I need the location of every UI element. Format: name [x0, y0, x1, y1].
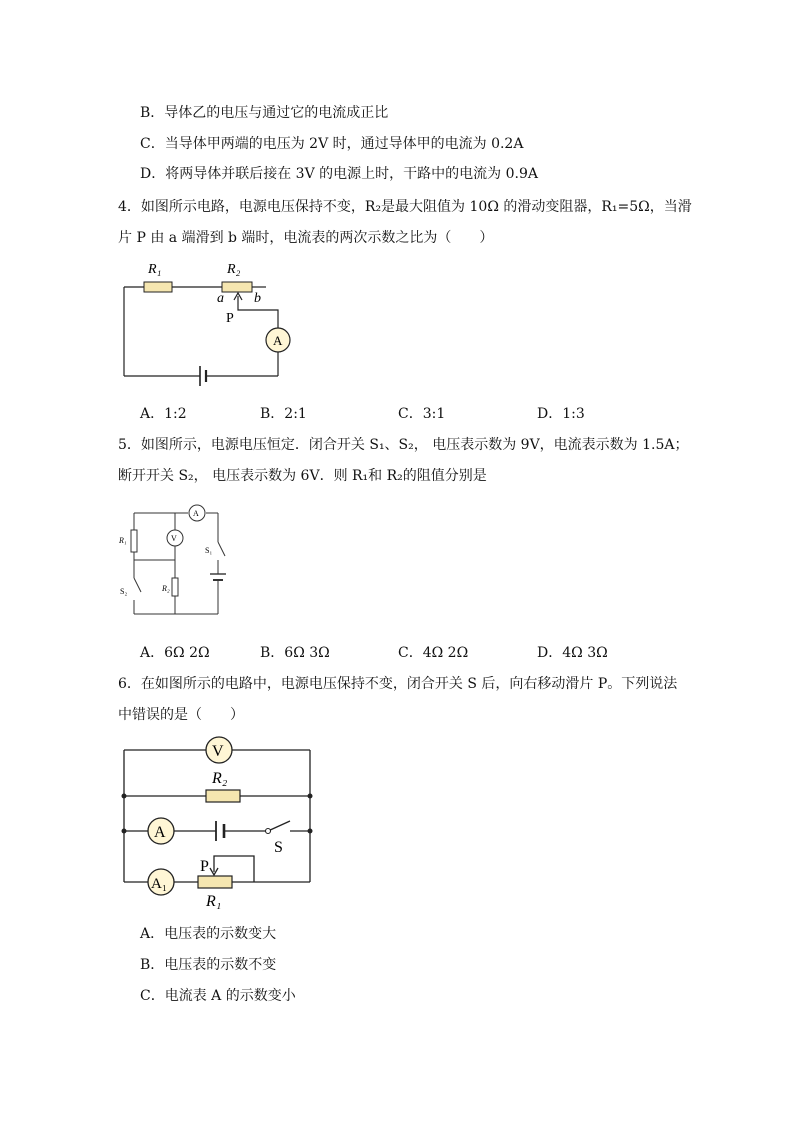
q5-label-s1: S₁ [205, 546, 213, 555]
q5-option-a: A．6Ω 2Ω [140, 645, 210, 661]
q6-label-s: S [274, 839, 283, 856]
q4-label-r1: R₁ [148, 262, 162, 277]
q4-ammeter-label: A [273, 333, 283, 348]
q3-option-d: D．将两导体并联后接在 3V 的电源上时，干路中的电流为 0.9A [140, 166, 538, 182]
q6-option-a: A．电压表的示数变大 [140, 926, 277, 942]
q4-label-a: a [217, 291, 224, 306]
q5-stem-line-1: 5．如图所示，电源电压恒定．闭合开关 S₁、S₂， 电压表示数为 9V，电流表示数为 1.5A； [118, 437, 689, 453]
q6-ammeter-label: A [154, 824, 166, 841]
q5-label-r1: R₁ [119, 536, 127, 545]
q4-label-r2: R₂ [227, 262, 241, 277]
q6-label-p: P [200, 858, 209, 875]
q4-stem-line-2: 片 P 由 a 端滑到 b 端时，电流表的两次示数之比为（ ） [118, 230, 494, 246]
q3-option-b: B．导体乙的电压与通过它的电流成正比 [140, 105, 389, 121]
q6-stem-line-2: 中错误的是（ ） [118, 707, 244, 723]
q4-label-b: b [254, 291, 261, 306]
q4-option-d: D．1:3 [537, 406, 585, 422]
q6-voltmeter-label: V [212, 743, 224, 760]
q5-option-b: B．6Ω 3Ω [260, 645, 330, 661]
q5-label-s2: S₂ [120, 587, 128, 596]
q6-option-c: C．电流表 A 的示数变小 [140, 988, 296, 1004]
q3-option-c: C．当导体甲两端的电压为 2V 时，通过导体甲的电流为 0.2A [140, 136, 524, 152]
q6-ammeter-a1-label: A₁ [151, 876, 168, 892]
q5-option-c: C．4Ω 2Ω [398, 645, 469, 661]
q6-label-r1: R₁ [206, 893, 222, 910]
q5-voltmeter-label: V [171, 534, 177, 543]
q4-option-a: A．1:2 [140, 406, 187, 422]
q4-option-b: B．2:1 [260, 406, 307, 422]
q4-stem-line-1: 4．如图所示电路，电源电压保持不变，R₂是最大阻值为 10Ω 的滑动变阻器，R₁=5Ω，当滑 [118, 199, 692, 215]
q6-label-r2: R₂ [212, 770, 228, 787]
q5-ammeter-label: A [193, 509, 199, 518]
q4-label-p: P [226, 311, 234, 326]
q4-option-c: C．3:1 [398, 406, 446, 422]
q5-option-d: D．4Ω 3Ω [537, 645, 608, 661]
q6-stem-line-1: 6．在如图所示的电路中，电源电压保持不变，闭合开关 S 后，向右移动滑片 P。下列说法 [118, 676, 678, 692]
q5-stem-line-2: 断开开关 S₂， 电压表示数为 6V．则 R₁和 R₂的阻值分别是 [118, 468, 487, 484]
q5-label-r2: R₂ [162, 584, 170, 593]
q6-option-b: B．电压表的示数不变 [140, 957, 277, 973]
